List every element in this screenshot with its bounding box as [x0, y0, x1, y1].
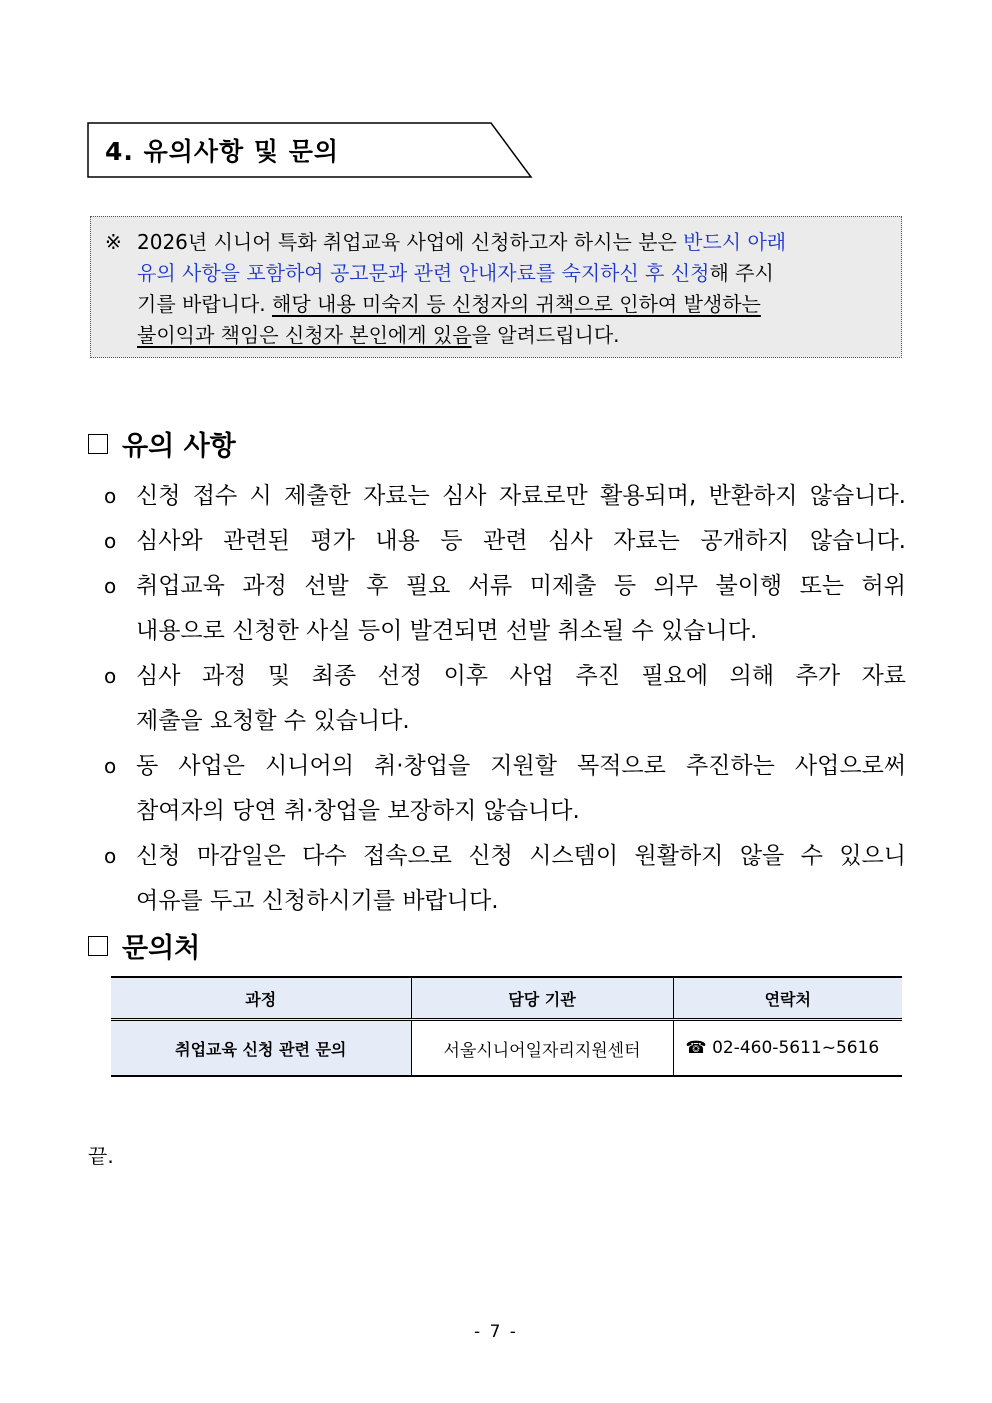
- reference-mark: ※: [105, 230, 122, 254]
- notice-box: [90, 216, 902, 358]
- list-item-text: 여유를 두고 신청하시기를 바랍니다.: [136, 888, 499, 914]
- notice-line: [137, 258, 895, 289]
- notes-list: [104, 474, 906, 924]
- list-item-text: 제출을 요청할 수 있습니다.: [136, 708, 410, 734]
- list-item-text: 내용으로 신청한 사실 등이 발견되면 선발 취소될 수 있습니다.: [136, 618, 758, 644]
- header-org: 담당 기관: [411, 977, 673, 1020]
- contact-table: [111, 976, 902, 1077]
- list-item-text: 신청 접수 시 제출한 자료는 심사 자료로만 활용되며, 반환하지 않습니다.: [136, 483, 906, 509]
- section-heading: [87, 122, 533, 178]
- list-item-text: 참여자의 당연 취·창업을 보장하지 않습니다.: [136, 798, 580, 824]
- table-row: [111, 1020, 902, 1077]
- notice-line: [137, 289, 895, 320]
- list-item: [104, 654, 906, 744]
- bullet-icon: o: [104, 574, 117, 598]
- list-item: [104, 834, 906, 924]
- notes-heading: [88, 424, 236, 463]
- notice-segment: 해 주시: [709, 261, 774, 285]
- list-item: [104, 744, 906, 834]
- notice-segment: 불이익과 책임은 신청자 본인에게 있음: [137, 323, 472, 347]
- list-item-text: 심사와 관련된 평가 내용 등 관련 심사 자료는 공개하지 않습니다.: [136, 528, 906, 554]
- bullet-icon: o: [104, 844, 117, 868]
- list-item-text: 신청 마감일은 다수 접속으로 신청 시스템이 원활하지 않을 수 있으니: [136, 843, 906, 869]
- notes-heading-label: 유의 사항: [122, 431, 236, 462]
- square-icon: [88, 936, 108, 956]
- notice-segment: 반드시 아래: [683, 230, 787, 254]
- table-header-row: [111, 977, 902, 1020]
- list-item-text: 취업교육 과정 선발 후 필요 서류 미제출 등 의무 불이행 또는 허위: [136, 573, 906, 599]
- contact-heading-label: 문의처: [122, 933, 201, 964]
- telephone-icon: ☎: [685, 1038, 707, 1058]
- cell-phone: [673, 1020, 902, 1077]
- header-contact: 연락처: [673, 977, 902, 1020]
- contact-heading: [88, 926, 200, 965]
- bullet-icon: o: [104, 664, 117, 688]
- notice-segment: 을 알려드립니다.: [471, 323, 620, 347]
- header-course: 과정: [111, 977, 411, 1020]
- section-title: 4. 유의사항 및 문의: [105, 137, 340, 166]
- phone-number: 02-460-5611~5616: [712, 1038, 880, 1058]
- bullet-icon: o: [104, 754, 117, 778]
- notice-line: [137, 227, 895, 258]
- notice-segment: 2026년 시니어 특화 취업교육 사업에 신청하고자 하시는 분은: [137, 230, 684, 254]
- list-item: [104, 519, 906, 564]
- notice-text: [137, 227, 895, 351]
- list-item: [104, 474, 906, 519]
- end-mark: 끝.: [88, 1144, 114, 1168]
- list-item-text: 심사 과정 및 최종 선정 이후 사업 추진 필요에 의해 추가 자료: [136, 663, 906, 689]
- notice-segment: 해당 내용 미숙지 등 신청자의 귀책으로 인하여 발생하는: [272, 292, 761, 316]
- notice-segment: 기를 바랍니다.: [137, 292, 272, 316]
- cell-course: 취업교육 신청 관련 문의: [111, 1020, 411, 1077]
- square-icon: [88, 434, 108, 454]
- notice-segment: 유의 사항을 포함하여 공고문과 관련 안내자료를 숙지하신 후 신청: [137, 261, 710, 285]
- cell-org: 서울시니어일자리지원센터: [411, 1020, 673, 1077]
- bullet-icon: o: [104, 484, 117, 508]
- bullet-icon: o: [104, 529, 117, 553]
- list-item: [104, 564, 906, 654]
- list-item-text: 동 사업은 시니어의 취·창업을 지원할 목적으로 추진하는 사업으로써: [136, 753, 906, 779]
- page-number: - 7 -: [474, 1322, 518, 1342]
- notice-line: [137, 320, 895, 351]
